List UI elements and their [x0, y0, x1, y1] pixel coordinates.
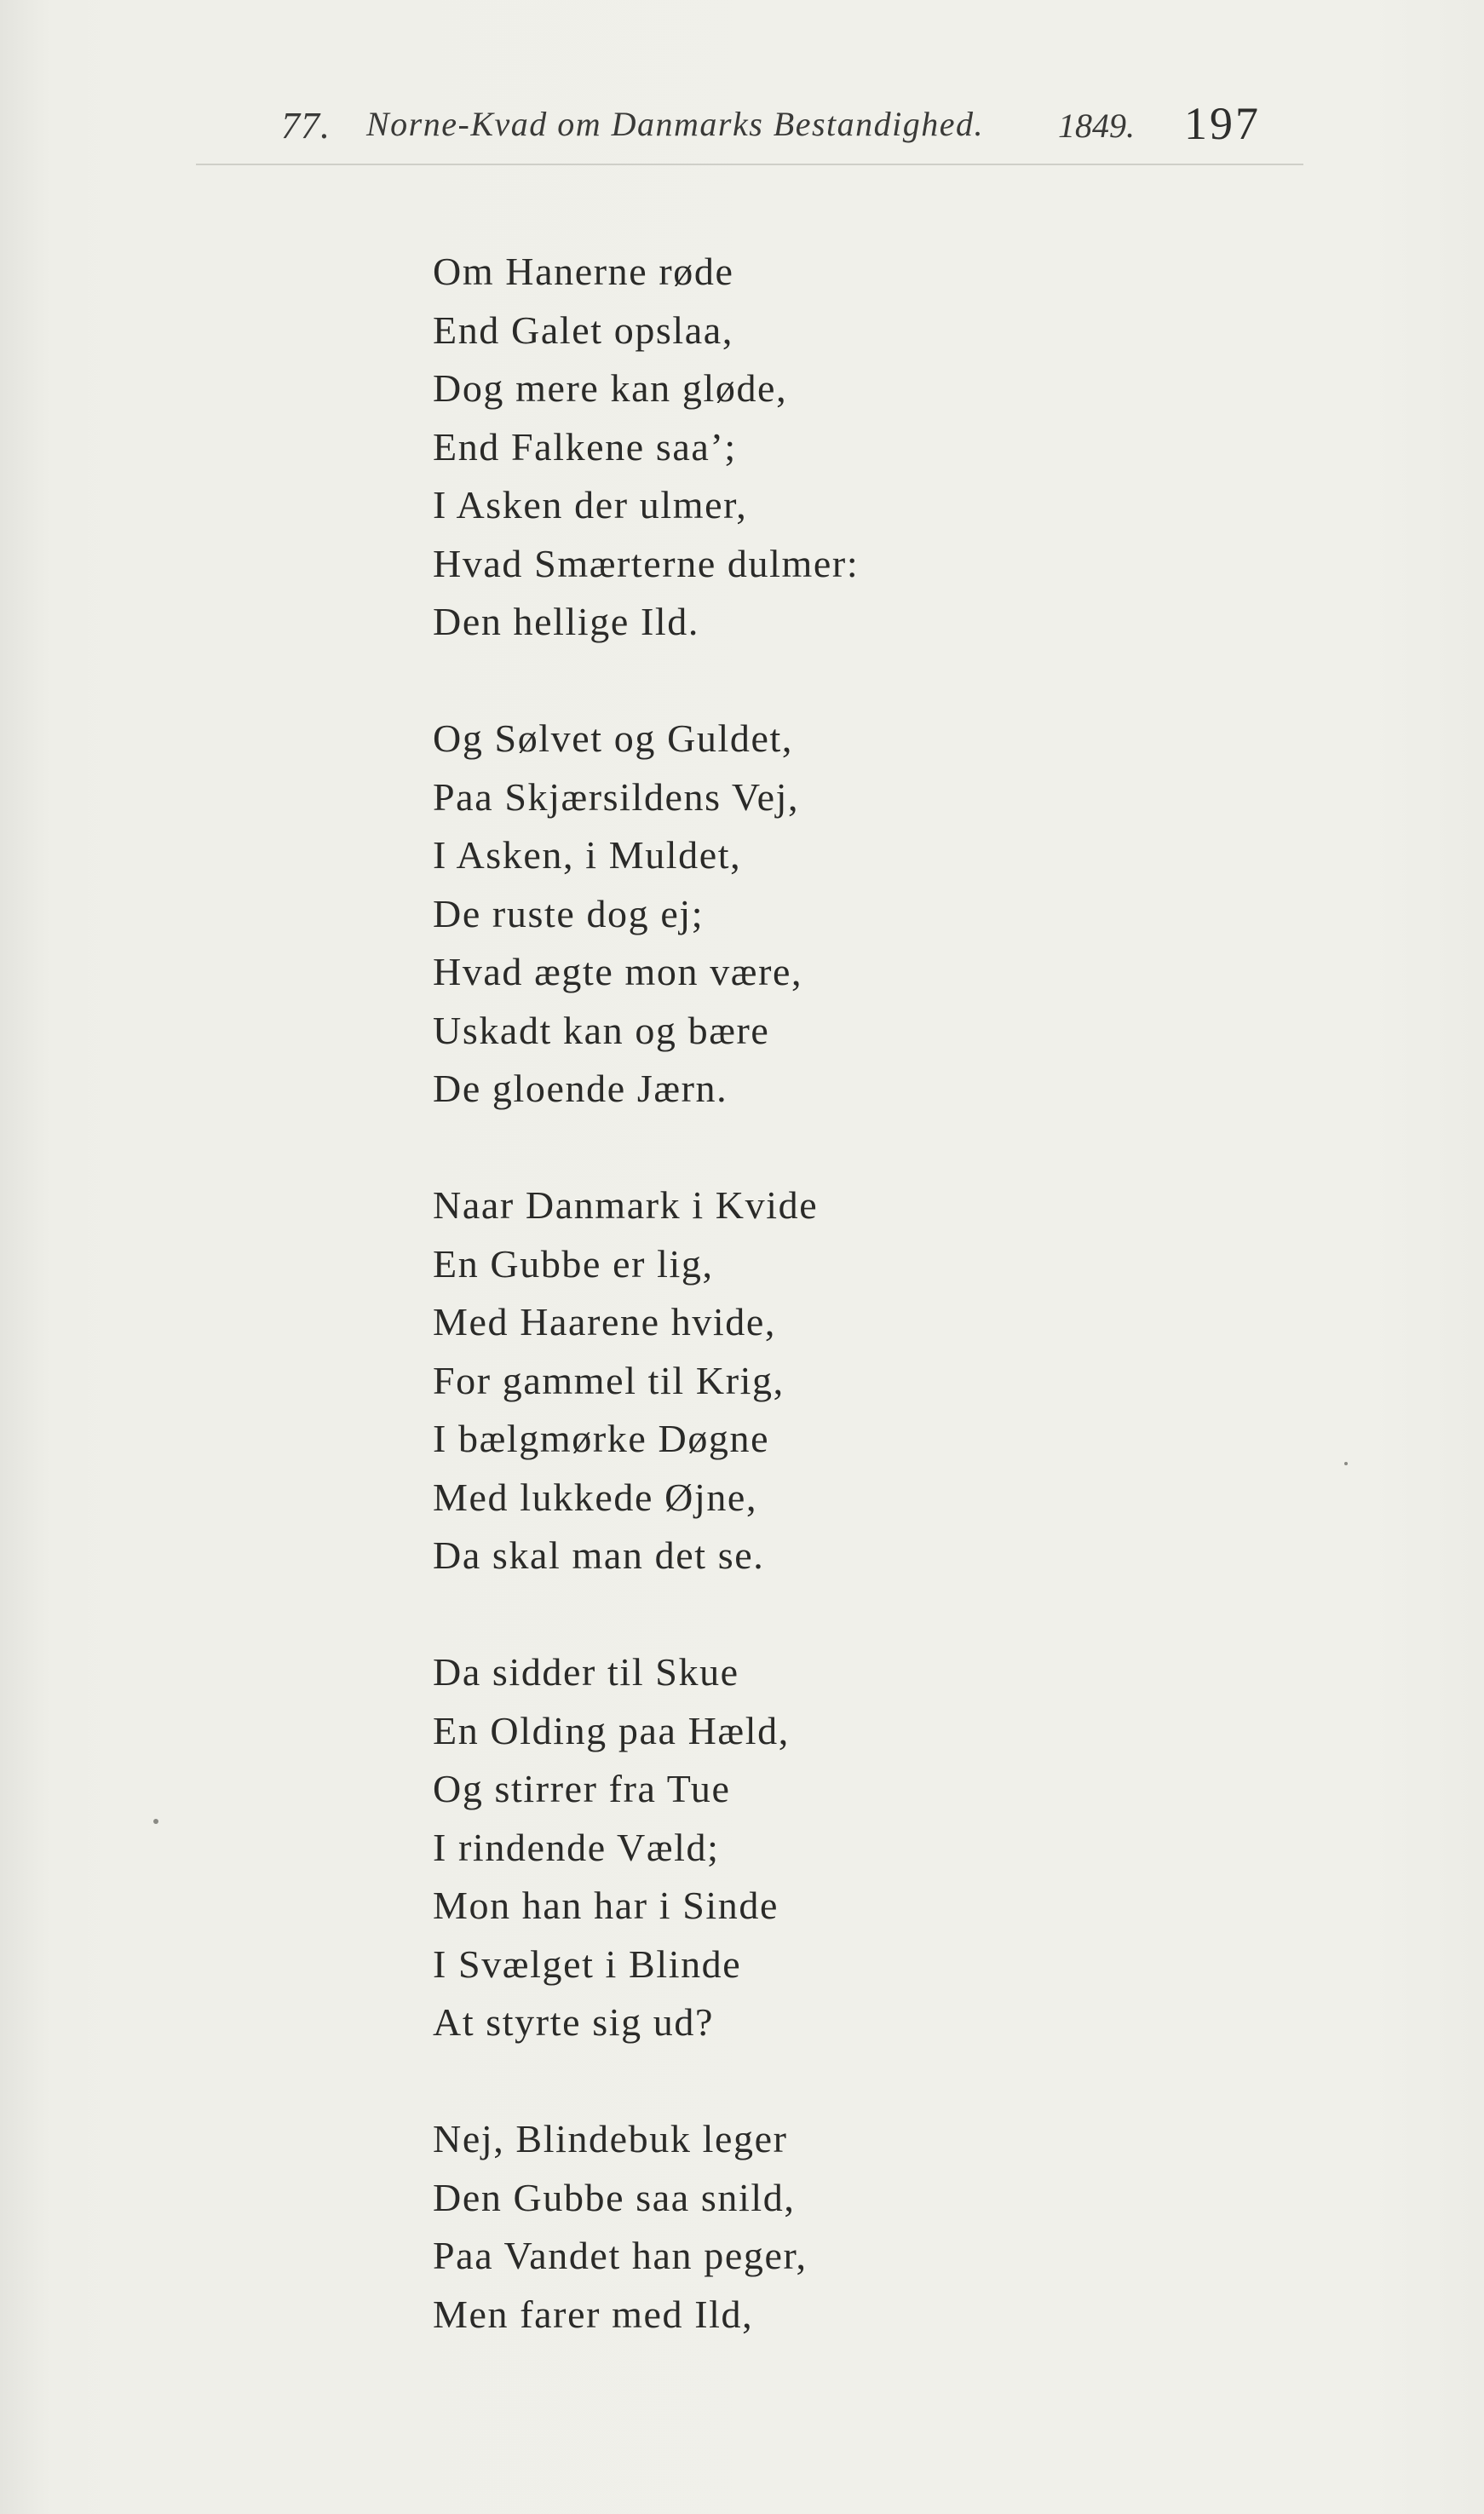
verse-line: Hvad Smærterne dulmer: — [433, 541, 860, 585]
verse-line: I bælgmørke Døgne — [433, 1417, 770, 1460]
verse-line: En Gubbe er lig, — [433, 1241, 714, 1286]
paper-speck — [1344, 1462, 1348, 1465]
header-rule — [196, 164, 1303, 165]
verse-line: Hvad ægte mon være, — [433, 950, 803, 993]
verse-line: End Falkene saa’; — [433, 424, 737, 469]
verse-line: I Asken, i Muldet, — [433, 833, 742, 877]
verse-line: Og stirrer fra Tue — [433, 1767, 731, 1810]
verse-line: Paa Vandet han peger, — [433, 2234, 808, 2277]
verse-line: Om Hanerne røde — [433, 250, 734, 293]
verse-line: Uskadt kan og bære — [433, 1008, 770, 1052]
verse-line: De ruste dog ej; — [433, 891, 705, 935]
poem-number: 77. — [281, 105, 331, 147]
header-year: 1849. — [1058, 106, 1135, 145]
verse-line: Da sidder til Skue — [433, 1650, 739, 1694]
verse-line: End Galet opslaa, — [433, 308, 733, 352]
stanza — [433, 1643, 1285, 2052]
running-title: Norne-Kvad om Danmarks Bestandighed. — [366, 105, 985, 143]
verse-line: I Svælget i Blinde — [433, 1942, 742, 1986]
verse-line: Nej, Blindebuk leger — [433, 2117, 788, 2160]
verse-line: Den hellige Ild. — [433, 600, 700, 643]
stanza — [433, 710, 1285, 1119]
verse-line: De gloende Jærn. — [433, 1067, 728, 1110]
verse-line: Men farer med Ild, — [433, 2292, 754, 2336]
stanza — [433, 2110, 1285, 2344]
running-header — [281, 95, 1261, 164]
verse-line: En Olding paa Hæld, — [433, 1708, 790, 1752]
verse-line: Naar Danmark i Kvide — [433, 1183, 819, 1227]
page-number: 197 — [1184, 98, 1261, 149]
verse-line: Dog mere kan gløde, — [433, 366, 788, 410]
stanza — [433, 243, 1285, 652]
verse-line: I rindende Væld; — [433, 1825, 720, 1869]
verse-line: Med lukkede Øjne, — [433, 1475, 758, 1519]
verse-line: Da skal man det se. — [433, 1533, 765, 1577]
verse-line: Paa Skjærsildens Vej, — [433, 774, 800, 819]
verse-line: For gammel til Krig, — [433, 1358, 785, 1402]
verse-line: Den Gubbe saa snild, — [433, 2175, 796, 2219]
verse-line: Og Sølvet og Guldet, — [433, 716, 793, 760]
verse-line: Mon han har i Sinde — [433, 1884, 779, 1927]
stanza — [433, 1176, 1285, 1585]
verse-line: Med Haarene hvide, — [433, 1300, 777, 1343]
poem-body — [433, 243, 1285, 2402]
verse-line: At styrte sig ud? — [433, 2000, 714, 2044]
verse-line: I Asken der ulmer, — [433, 483, 748, 526]
paper-speck — [153, 1819, 158, 1824]
